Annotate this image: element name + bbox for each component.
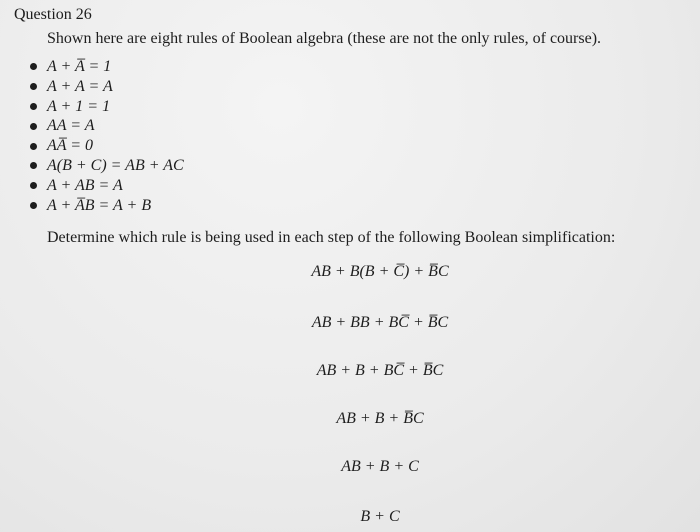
rule-text: A + 1 = 1	[47, 97, 111, 115]
rule-text: A(B + C) = AB + AC	[47, 156, 184, 174]
simplification-step: AB + B + C	[341, 458, 419, 475]
rule-text: A + AB = A	[47, 176, 123, 194]
bullet-icon	[30, 182, 37, 189]
rule-text: A + A = A	[47, 77, 113, 95]
rule-text: A + A̅B = A + B	[47, 196, 152, 214]
rules-list	[30, 57, 184, 215]
simplification-step: AB + B + BC̅ + B̅C	[316, 362, 444, 379]
rule-item	[30, 196, 184, 216]
rule-item	[30, 136, 184, 156]
question-intro: Shown here are eight rules of Boolean algebra (these are not the only rules, of course).	[47, 30, 602, 47]
simplification-step: B + C	[360, 508, 400, 525]
bullet-icon	[30, 83, 37, 90]
rule-item	[30, 77, 184, 97]
rule-text: AA̅ = 0	[47, 137, 94, 155]
rule-item	[30, 116, 184, 136]
rule-text: AA = A	[47, 117, 95, 135]
question-prompt: Determine which rule is being used in each step of the following Boolean simplification:	[47, 229, 616, 246]
question-title: Question 26	[14, 6, 92, 23]
bullet-icon	[30, 123, 37, 130]
simplification-step: AB + B + B̅C	[336, 410, 424, 427]
bullet-icon	[30, 162, 37, 169]
rule-item	[30, 176, 184, 196]
bullet-icon	[30, 103, 37, 110]
rule-item	[30, 57, 184, 77]
rule-item	[30, 97, 184, 117]
bullet-icon	[30, 143, 37, 150]
rule-item	[30, 156, 184, 176]
simplification-step: AB + BB + BC̅ + B̅C	[311, 314, 449, 331]
rule-text: A + A̅ = 1	[47, 58, 112, 75]
simplification-step: AB + B(B + C̅) + B̅C	[311, 263, 449, 280]
bullet-icon	[30, 63, 37, 70]
bullet-icon	[30, 202, 37, 209]
